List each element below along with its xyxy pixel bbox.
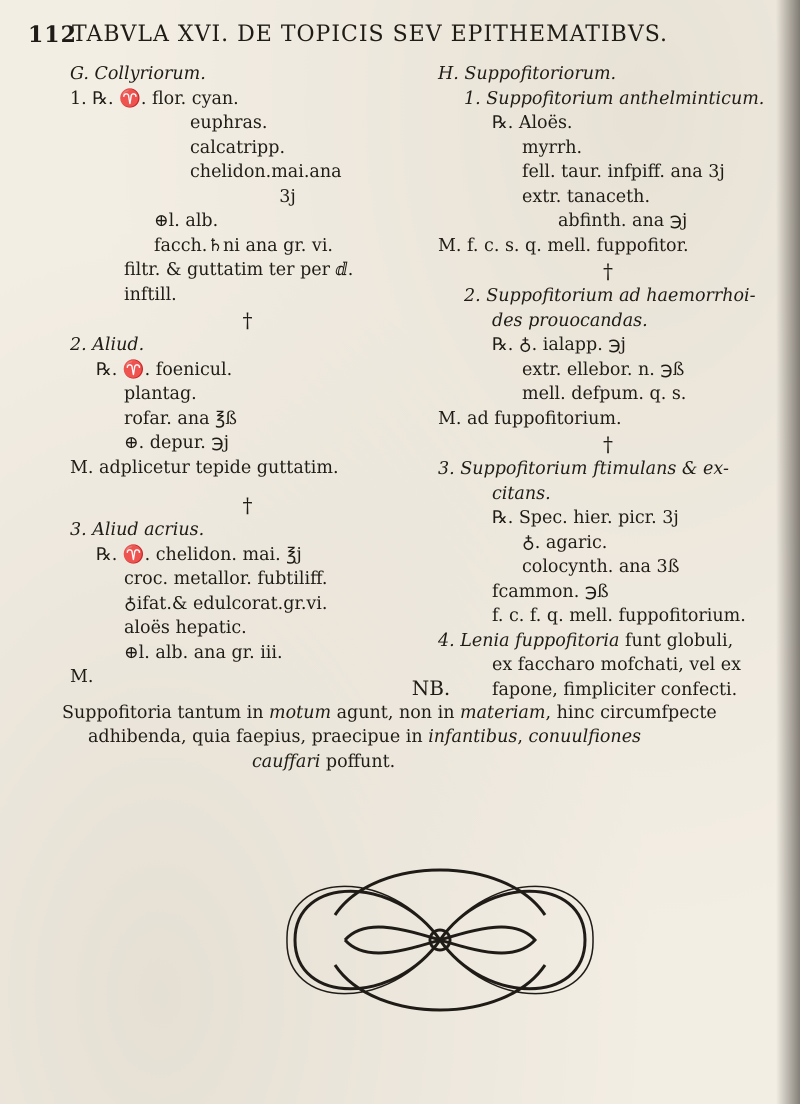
nb-heading: NB. xyxy=(411,676,451,700)
recipe-line: colocynth. ana 3ß xyxy=(522,557,680,577)
recipe-line: ℞. ♈. chelidon. mai. ℥j xyxy=(96,544,302,565)
recipe-title: citans. xyxy=(492,483,551,504)
recipe-line-italic: 4. Lenia fuppofitoria xyxy=(438,630,620,651)
recipe-line: ⊕. depur. ℈j xyxy=(124,433,230,453)
recipe-line: mell. defpum. q. s. xyxy=(522,384,687,404)
recipe-line-roman: funt globuli, xyxy=(619,630,734,651)
note-text: poffunt. xyxy=(320,751,396,772)
recipe-line: inftill. xyxy=(124,284,177,305)
note-text: , xyxy=(517,727,529,747)
recipe-title: 1. Suppofitorium anthelminticum. xyxy=(464,88,765,109)
nota-bene-note xyxy=(62,676,792,774)
recipe-line: 3j xyxy=(279,186,296,207)
collyria-column xyxy=(70,62,425,690)
recipe-line: fell. taur. infpiff. ana 3j xyxy=(522,162,725,182)
note-line xyxy=(62,750,792,775)
recipe-title: des prouocandas. xyxy=(492,310,648,331)
recipe-line: ⊕l. alb. xyxy=(154,211,219,231)
recipe-line: ⊕l. alb. ana gr. iii. xyxy=(124,642,283,663)
recipe-line: euphras. xyxy=(190,113,268,133)
recipe-line: chelidon.mai.ana xyxy=(190,162,342,182)
note-emphasis: motum xyxy=(269,702,332,723)
note-emphasis: materiam xyxy=(460,702,546,723)
recipe-line: croc. metallor. fubtiliff. xyxy=(124,569,328,589)
dagger-separator: † xyxy=(242,493,253,517)
recipe-line: M. f. c. s. q. mell. fuppofitor. xyxy=(438,235,689,256)
recipe-line: ℞. Spec. hier. picr. 3j xyxy=(492,508,679,528)
note-text: , hinc circumfpecte xyxy=(545,702,717,723)
recipe-line: plantag. xyxy=(124,384,197,404)
recipe-line: extr. ellebor. n. ℈ß xyxy=(522,359,685,380)
recipe-line: myrrh. xyxy=(522,137,583,158)
note-text: adhibenda, quia faepius, praecipue in xyxy=(88,727,429,747)
recipe-line: fcammon. ℈ß xyxy=(492,581,609,602)
recipe-line: f. c. f. q. mell. fuppofitorium. xyxy=(492,606,746,626)
suppositoria-column xyxy=(438,62,778,702)
note-emphasis: conuulfiones xyxy=(528,727,642,747)
recipe-line xyxy=(438,629,778,654)
recipe-title: 3. Aliud acrius. xyxy=(70,520,205,540)
recipe-line: ♁ifat.& edulcorat.gr.vi. xyxy=(124,593,328,614)
knot-outline-right xyxy=(440,886,593,993)
recipe-line: abfinth. ana ℈j xyxy=(558,211,688,231)
section-title-suppositoria: H. Suppofitoriorum. xyxy=(438,64,617,84)
note-text: Suppofitoria tantum in xyxy=(62,702,270,723)
knot-right-lobe xyxy=(440,891,585,989)
recipe-title: 3. Suppofitorium ftimulans & ex- xyxy=(438,459,729,479)
dagger-separator: † xyxy=(603,259,613,283)
recipe-line: extr. tanaceth. xyxy=(522,186,651,207)
recipe-line: M. ad fuppofitorium. xyxy=(438,408,622,429)
knot-ornament-icon xyxy=(275,855,605,1025)
recipe-line: fapone, fimpliciter confecti. xyxy=(492,679,738,700)
spacer xyxy=(70,480,425,492)
recipe-line: facch.♄ni ana gr. vi. xyxy=(154,235,333,256)
page-number: 112 xyxy=(28,22,77,48)
recipe-line: ℞. Aloës. xyxy=(492,113,573,133)
note-text: agunt, non in xyxy=(331,702,461,723)
recipe-line: ℞. ♁. ialapp. ℈j xyxy=(492,335,626,355)
recipe-line: aloës hepatic. xyxy=(124,618,247,638)
section-title-text: G. Collyriorum. xyxy=(70,64,206,84)
recipe-line: rofar. ana ℥ß xyxy=(124,408,237,429)
knot-left-lobe xyxy=(295,891,440,989)
recipe-line: M. adplicetur tepide guttatim. xyxy=(70,457,339,478)
note-emphasis: infantibus xyxy=(428,727,518,747)
page-header xyxy=(0,20,800,56)
dagger-separator: † xyxy=(603,432,613,456)
recipe-line: calcatripp. xyxy=(190,137,286,158)
running-head: TABVLA XVI. DE TOPICIS SEV EPITHEMATIBVS. xyxy=(72,22,669,47)
note-line xyxy=(62,701,792,726)
recipe-line: 1. ℞. ♈. flor. cyan. xyxy=(70,88,239,109)
recipe-line: filtr. & guttatim ter per ⅆ. xyxy=(124,260,354,280)
recipe-title: 2. Aliud. xyxy=(70,335,145,355)
dagger-separator: † xyxy=(242,308,253,332)
recipe-title: 2. Suppofitorium ad haemorrhoi- xyxy=(464,286,756,306)
note-line xyxy=(62,725,792,750)
recipe-line: M. xyxy=(70,667,94,687)
page-edge-shadow xyxy=(776,0,800,1104)
note-emphasis: cauffari xyxy=(252,751,321,772)
recipe-line: ℞. ♈. foenicul. xyxy=(96,359,233,380)
recipe-line: ♁. agaric. xyxy=(522,532,608,553)
knot-outline-left xyxy=(287,886,440,993)
section-title-collyria xyxy=(70,62,425,87)
recipe-line: ex faccharo mofchati, vel ex xyxy=(492,655,741,675)
